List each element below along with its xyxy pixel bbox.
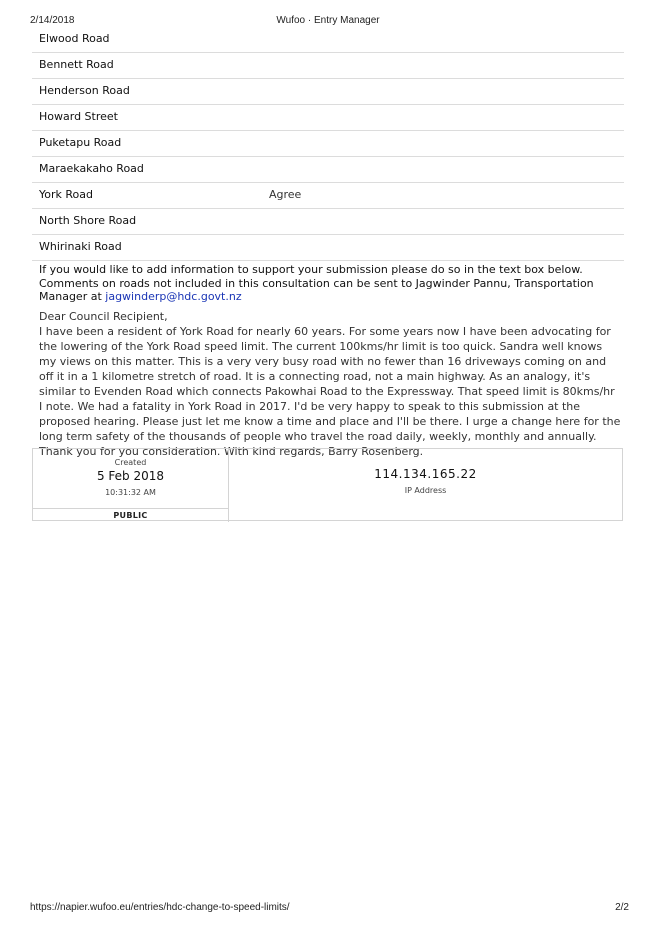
- road-responses-table: [32, 27, 624, 261]
- table-row: [32, 131, 624, 157]
- road-label: York Road: [39, 188, 93, 201]
- road-label: Howard Street: [39, 110, 118, 123]
- contact-email-link[interactable]: jagwinderp@hdc.govt.nz: [105, 290, 242, 303]
- print-footer: [30, 902, 629, 916]
- entry-meta-card: [32, 448, 623, 521]
- table-row: [32, 53, 624, 79]
- table-row: [32, 209, 624, 235]
- road-label: Whirinaki Road: [39, 240, 122, 253]
- ip-address: 114.134.165.22: [374, 467, 477, 481]
- table-row: [32, 183, 624, 209]
- table-row: [32, 235, 624, 261]
- visibility-badge: PUBLIC: [33, 508, 229, 522]
- road-value: Agree: [269, 188, 302, 201]
- road-label: Puketapu Road: [39, 136, 122, 149]
- table-row: [32, 79, 624, 105]
- table-row: [32, 27, 624, 53]
- comment-text: [39, 309, 621, 459]
- print-date: 2/14/2018: [30, 15, 75, 26]
- comment-prompt: [39, 263, 619, 304]
- created-cell: [33, 449, 229, 508]
- page-url: https://napier.wufoo.eu/entries/hdc-change-to-speed-limits/: [30, 902, 290, 913]
- road-label: Elwood Road: [39, 32, 110, 45]
- road-label: North Shore Road: [39, 214, 137, 227]
- created-label: Created: [114, 458, 147, 467]
- ip-cell: [229, 449, 622, 521]
- table-row: [32, 157, 624, 183]
- print-title: Wufoo · Entry Manager: [276, 15, 380, 26]
- page-number: 2/2: [615, 902, 629, 913]
- road-label: Henderson Road: [39, 84, 130, 97]
- road-label: Bennett Road: [39, 58, 114, 71]
- prompt-text: If you would like to add information to support your submission please do so in the text box below. Comments on roads not included in this consultation can be sent to Jagwinder Pannu, Transportation Manager at: [39, 263, 594, 303]
- table-row: [32, 105, 624, 131]
- created-time: 10:31:32 AM: [105, 488, 156, 497]
- created-date: 5 Feb 2018: [96, 469, 165, 483]
- road-label: Maraekakaho Road: [39, 162, 144, 175]
- comment-greeting: Dear Council Recipient,: [39, 310, 168, 323]
- ip-address-label: IP Address: [404, 486, 447, 495]
- comment-body: I have been a resident of York Road for nearly 60 years. For some years now I have been advocating for the lowering of the York Road speed limit. The current 100kms/hr limit is too quick. Sandra well knows my views on this matter. This is a very very busy road with no fewer than 16 driveways coming on and off it in a 1 kilometre stretch of road. It is a connecting road, not a main highway. As an analogy, it's similar to Evenden Road which connects Pakowhai Road to the Expressway. That speed limit is 80kms/hr I note. We had a fatality in York Road in 2017. I'd be very happy to speak to this submission at the proposed hearing. Please just let me know a time and place and I'll be there. I urge a change here for the long term safety of the thousands of people who travel the road daily, weekly, monthly and annually. Thank you for you consideration. With kind regards, Barry Rosenberg.: [39, 325, 621, 458]
